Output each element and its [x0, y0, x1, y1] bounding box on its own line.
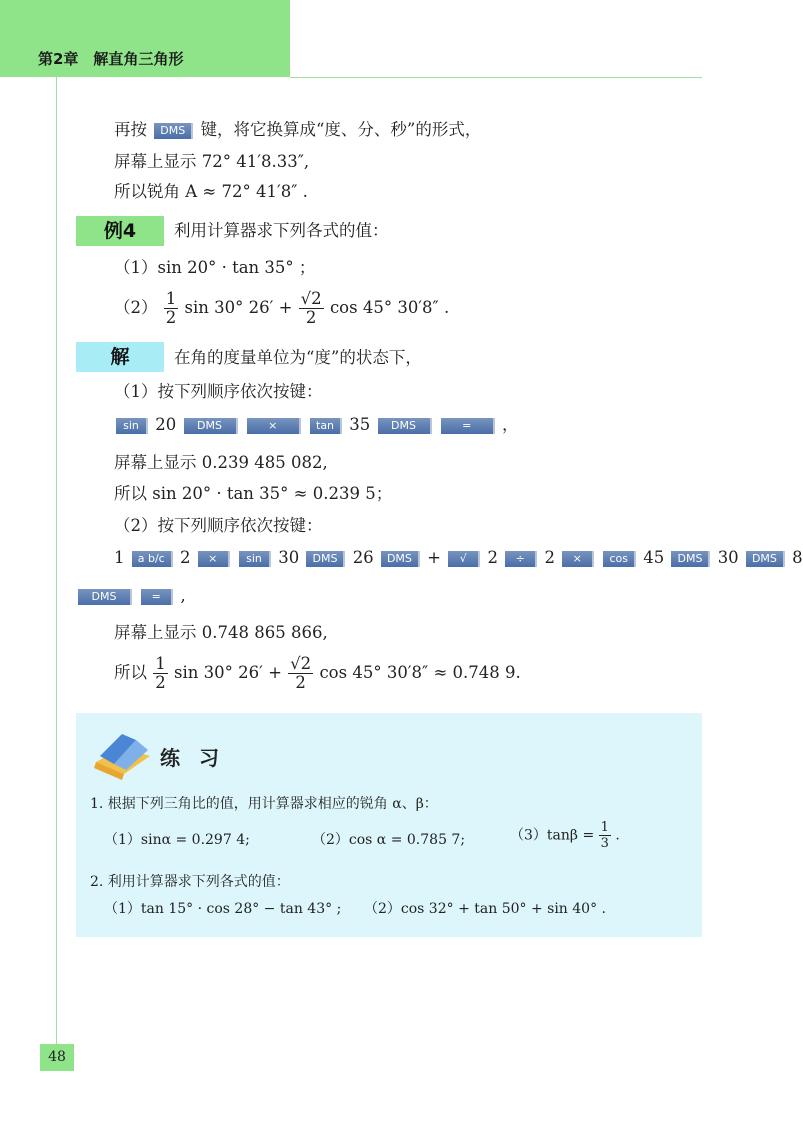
fraction-numerator: √2: [300, 289, 322, 308]
chapter-title: 第2章 解直角三角形: [38, 50, 184, 68]
key-sequence-2-cont: [76, 584, 186, 608]
expression-text: （3）tanβ =: [510, 827, 595, 844]
sin-key: sin: [116, 418, 148, 434]
example-item-1: （1）sin 20° · tan 35° ；: [114, 258, 316, 277]
fraction-denominator: 3: [600, 836, 609, 851]
times-key: ×: [198, 551, 230, 567]
solution-intro: 在角的度量单位为“度”的状态下，: [174, 348, 422, 367]
punctuation: ,: [180, 586, 186, 605]
fraction-numerator: 1: [600, 820, 609, 835]
result-prefix: 所以: [114, 663, 147, 682]
equals-key: =: [141, 589, 173, 605]
practice-q2a: （1）tan 15° · cos 28° − tan 43° ;: [104, 901, 342, 917]
header-rule: [290, 77, 702, 78]
fraction-denominator: 2: [155, 673, 166, 692]
number: 2: [544, 548, 555, 567]
margin-rule: [56, 77, 57, 1067]
fraction-denominator: 2: [305, 308, 317, 327]
key-sequence-1: [114, 413, 519, 437]
punctuation: .: [615, 827, 620, 844]
fraction-one-third: [599, 820, 611, 851]
number: 45: [643, 548, 665, 567]
dms-key: DMS: [381, 551, 420, 567]
dms-key: DMS: [378, 418, 432, 434]
practice-q2b: （2）cos 32° + tan 50° + sin 40° .: [364, 901, 606, 917]
dms-key: DMS: [184, 418, 238, 434]
fraction-half: [153, 655, 168, 692]
sin-key: sin: [239, 551, 271, 567]
dms-key: DMS: [746, 551, 785, 567]
fraction-denominator: 2: [165, 308, 177, 327]
example-item-2: [114, 290, 449, 327]
punctuation: ，: [502, 415, 519, 434]
item-index: （2）: [114, 298, 158, 317]
fraction-sqrt2: [299, 290, 324, 327]
step2-result: [114, 655, 521, 692]
practice-q1a: （1）sinα = 0.297 4;: [104, 832, 250, 848]
practice-title: 练 习: [160, 746, 225, 770]
intro-text: 键，将它换算成“度、分、秒”的形式，: [200, 120, 482, 139]
number: 2: [487, 548, 498, 567]
fraction-key: a b/c: [132, 551, 173, 567]
step2-title: （2）按下列顺序依次按键：: [114, 516, 323, 535]
number: 8: [792, 548, 803, 567]
practice-q1c: [510, 820, 620, 851]
sqrt-key: √: [448, 551, 480, 567]
expression-text: cos 45° 30′8″ .: [329, 298, 450, 317]
fraction-numerator: 1: [155, 654, 166, 673]
equals-key: =: [441, 418, 495, 434]
fraction-denominator: 2: [295, 673, 306, 692]
number: 35: [349, 415, 371, 434]
practice-book-icon: [92, 726, 154, 782]
key-sequence-2: [114, 546, 803, 570]
example-label: 例4: [76, 216, 164, 246]
example-prompt: 利用计算器求下列各式的值：: [174, 221, 389, 240]
fraction-numerator: 1: [165, 289, 177, 308]
practice-q1b: （2）cos α = 0.785 7;: [312, 832, 466, 848]
times-key: ×: [562, 551, 594, 567]
dms-key: DMS: [154, 123, 193, 139]
page-number: 48: [40, 1044, 74, 1071]
number: 2: [179, 548, 191, 567]
number: 30: [278, 548, 300, 567]
expression-text: cos 45° 30′8″ ≈ 0.748 9.: [319, 663, 521, 682]
dms-key: DMS: [78, 589, 132, 605]
step1-display: 屏幕上显示 0.239 485 082,: [114, 453, 328, 472]
intro-line-1: [114, 118, 481, 142]
number: 1: [114, 548, 125, 567]
step1-result: 所以 sin 20° · tan 35° ≈ 0.239 5；: [114, 484, 393, 503]
times-key: ×: [247, 418, 301, 434]
number: 30: [717, 548, 739, 567]
intro-line-2: 屏幕上显示 72° 41′8.33″,: [114, 152, 310, 171]
intro-line-3: 所以锐角 A ≈ 72° 41′8″ .: [114, 182, 308, 201]
operator: +: [427, 548, 441, 567]
dms-key: DMS: [671, 551, 710, 567]
fraction-half: [164, 290, 179, 327]
practice-q1: 1. 根据下列三角比的值，用计算器求相应的锐角 α、β：: [90, 796, 438, 812]
fraction-numerator: √2: [290, 654, 312, 673]
intro-text: 再按: [114, 120, 147, 139]
tan-key: tan: [310, 418, 342, 434]
divide-key: ÷: [505, 551, 537, 567]
number: 20: [155, 415, 177, 434]
step2-display: 屏幕上显示 0.748 865 866,: [114, 623, 328, 642]
practice-q2: 2. 利用计算器求下列各式的值：: [90, 874, 290, 890]
cos-key: cos: [603, 551, 636, 567]
dms-key: DMS: [306, 551, 345, 567]
expression-text: sin 30° 26′ +: [174, 663, 282, 682]
expression-text: sin 30° 26′ +: [184, 298, 293, 317]
solution-label: 解: [76, 342, 164, 372]
number: 26: [352, 548, 374, 567]
fraction-sqrt2: [288, 655, 313, 692]
step1-title: （1）按下列顺序依次按键：: [114, 382, 323, 401]
